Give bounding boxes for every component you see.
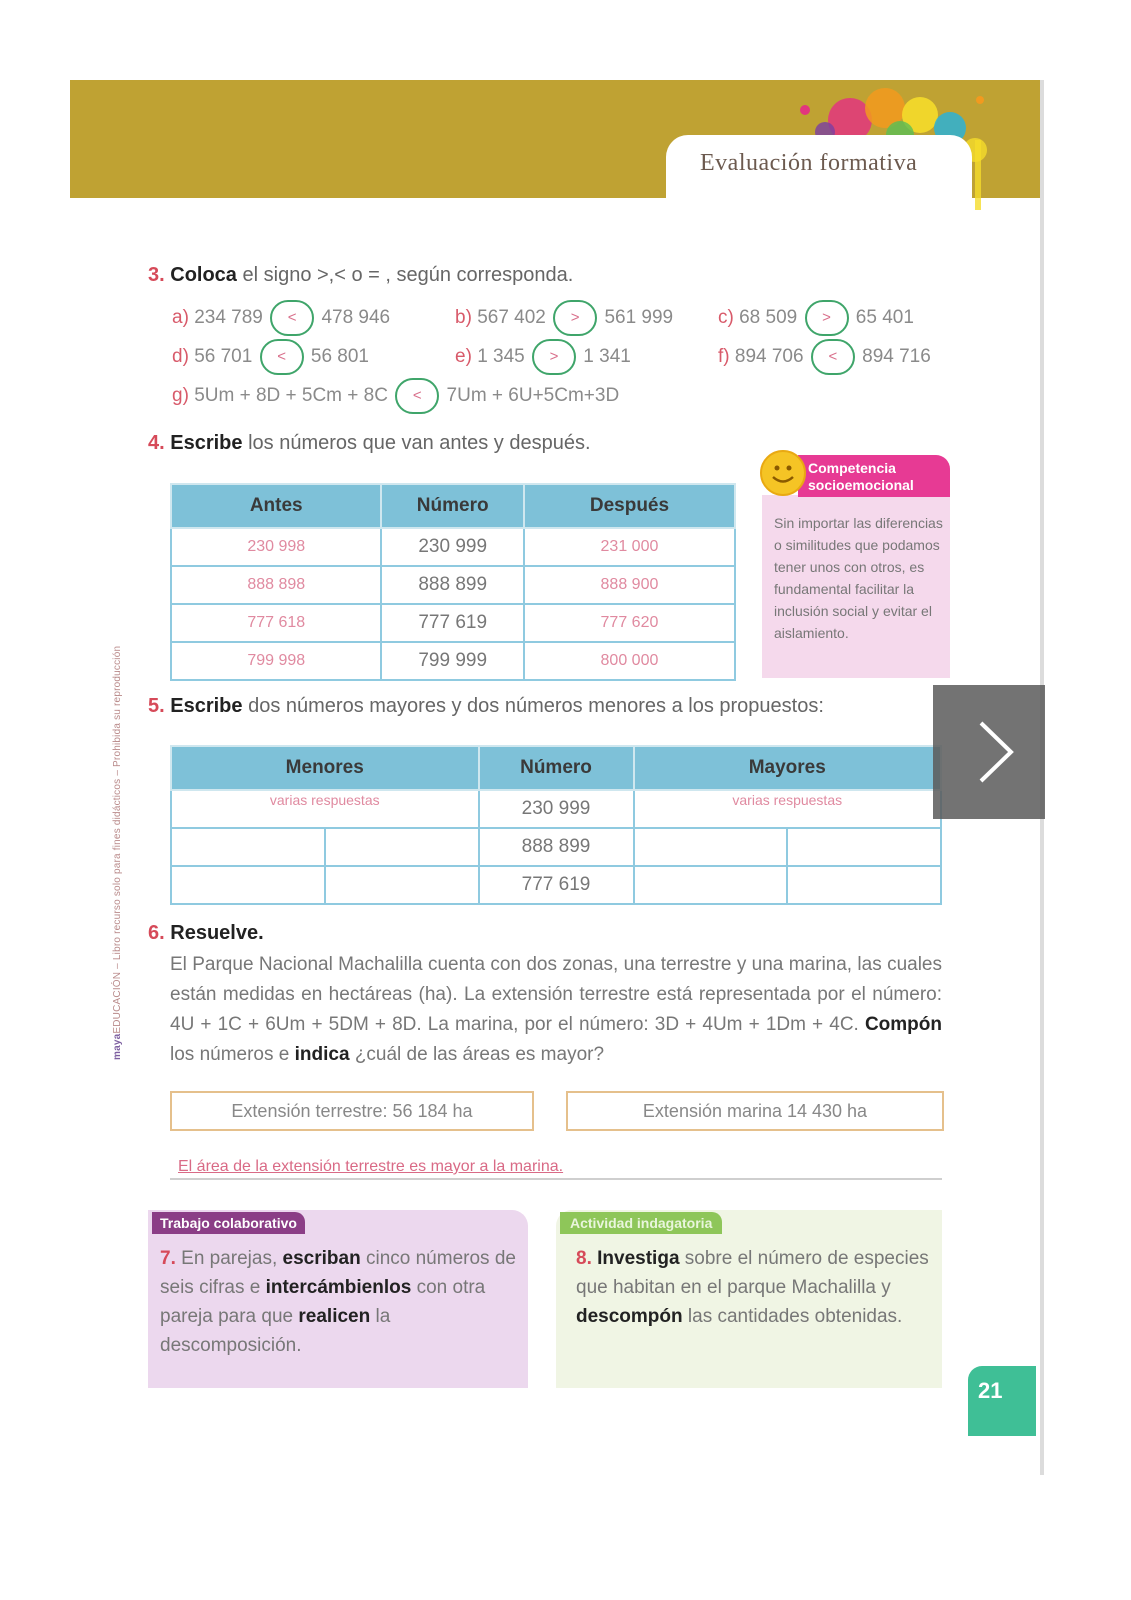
comparison-item-f	[718, 339, 931, 375]
table-row	[171, 528, 735, 566]
question-keyword: Escribe	[170, 695, 243, 717]
item-label: f)	[718, 346, 730, 368]
item-label: b)	[455, 307, 472, 329]
number-cell: 799 999	[381, 642, 523, 680]
answer-cell: 230 998	[171, 528, 381, 566]
answer-sign: >	[805, 300, 849, 336]
answer-cell: 888 898	[171, 566, 381, 604]
empty-cell	[171, 866, 325, 904]
competencia-title: Competencia socioemocional	[798, 455, 950, 497]
table-row	[171, 566, 735, 604]
question-8-text	[576, 1244, 930, 1331]
item-label: g)	[172, 385, 189, 407]
next-page-button[interactable]	[933, 685, 1045, 819]
empty-cell	[325, 866, 479, 904]
question-3-heading	[148, 264, 573, 287]
empty-cell	[634, 828, 788, 866]
answer-sign: <	[811, 339, 855, 375]
question-number: 8.	[576, 1248, 592, 1269]
comparison-item-d	[172, 339, 369, 375]
question-6-heading	[148, 922, 264, 945]
column-header-despues: Después	[524, 484, 735, 528]
comparison-item-a	[172, 300, 390, 336]
column-header-numero: Número	[381, 484, 523, 528]
item-label: c)	[718, 307, 734, 329]
empty-cell	[325, 828, 479, 866]
question-6-text	[170, 950, 942, 1070]
question-text: dos números mayores y dos números menores a los propuestos:	[248, 695, 824, 717]
keyword: intercámbienlos	[265, 1277, 412, 1298]
item-right-value: 65 401	[855, 307, 914, 329]
item-left-value: 5Um + 8D + 5Cm + 8C	[194, 385, 388, 407]
item-left-value: 567 402	[477, 307, 546, 329]
table-row	[171, 790, 941, 828]
answer-cell: 231 000	[524, 528, 735, 566]
answer-note: varias respuestas	[171, 790, 479, 828]
comparison-item-b	[455, 300, 673, 336]
column-header-menores: Menores	[171, 746, 479, 790]
item-left-value: 56 701	[194, 346, 253, 368]
keyword: Investiga	[597, 1248, 680, 1269]
item-right-value: 7Um + 6U+5Cm+3D	[446, 385, 620, 407]
competencia-text: Sin importar las diferencias o similitudes que podamos tener unos con otros, es fundamental facilitar la inclusión social y evitar el aislamiento.	[774, 515, 943, 641]
item-right-value: 478 946	[321, 307, 391, 329]
comparison-item-c	[718, 300, 914, 336]
answer-cell: 777 620	[524, 604, 735, 642]
question-number: 4.	[148, 432, 165, 454]
smiley-icon	[760, 450, 806, 496]
comparison-item-e	[455, 339, 631, 375]
answer-sign: >	[553, 300, 597, 336]
answer-sign: <	[270, 300, 314, 336]
answer-box-marina: Extensión marina 14 430 ha	[566, 1091, 944, 1131]
number-cell: 230 999	[479, 790, 634, 828]
item-label: d)	[172, 346, 189, 368]
item-left-value: 68 509	[739, 307, 798, 329]
keyword-compon: Compón	[864, 1014, 942, 1035]
brand-name: maya	[112, 1033, 123, 1060]
item-left-value: 234 789	[194, 307, 263, 329]
answer-cell: 799 998	[171, 642, 381, 680]
answer-sign: <	[260, 339, 304, 375]
table-row	[171, 828, 941, 866]
text: sobre el número de especies que habitan en el parque Machalilla y	[576, 1248, 929, 1298]
item-label: a)	[172, 307, 189, 329]
item-left-value: 1 345	[477, 346, 525, 368]
question-number: 3.	[148, 264, 165, 286]
keyword: escriban	[282, 1248, 361, 1269]
inquiry-tag: Actividad indagatoria	[560, 1212, 722, 1234]
before-after-table	[170, 483, 736, 681]
column-header-antes: Antes	[171, 484, 381, 528]
empty-cell	[634, 866, 788, 904]
question-number: 6.	[148, 922, 165, 944]
chevron-right-icon	[933, 685, 1045, 819]
answer-note: varias respuestas	[634, 790, 941, 828]
answer-text: El área de la extensión terrestre es mayor a la marina.	[178, 1158, 564, 1175]
text: cinco números de seis cifras e	[160, 1248, 516, 1298]
question-keyword: Escribe	[170, 432, 243, 454]
answer-cell: 800 000	[524, 642, 735, 680]
number-cell: 230 999	[381, 528, 523, 566]
side-copyright-label: EDUCACIÓN – Libro recurso solo para fines didácticos – Prohibida su reproducción	[112, 645, 123, 1034]
section-title: Evaluación formativa	[700, 150, 918, 176]
item-right-value: 56 801	[310, 346, 369, 368]
column-header-numero: Número	[479, 746, 634, 790]
answer-sign: >	[532, 339, 576, 375]
empty-cell	[171, 828, 325, 866]
text: En parejas,	[181, 1248, 278, 1269]
question-number: 5.	[148, 695, 165, 717]
item-left-value: 894 706	[734, 346, 804, 368]
keyword: descompón	[576, 1306, 683, 1327]
keyword: realicen	[298, 1306, 371, 1327]
text: la descomposición.	[160, 1306, 391, 1356]
answer-cell: 777 618	[171, 604, 381, 642]
question-keyword: Coloca	[170, 264, 237, 286]
question-number: 7.	[160, 1248, 176, 1269]
question-keyword: Resuelve.	[170, 922, 264, 944]
number-cell: 777 619	[479, 866, 634, 904]
question-text: los números que van antes y después.	[248, 432, 591, 454]
keyword-indica: indica	[294, 1044, 350, 1065]
collaborative-tag: Trabajo colaborativo	[152, 1212, 305, 1234]
text: las cantidades obtenidas.	[687, 1306, 903, 1327]
item-right-value: 561 999	[604, 307, 674, 329]
number-cell: 888 899	[479, 828, 634, 866]
item-right-value: 1 341	[583, 346, 631, 368]
column-header-mayores: Mayores	[634, 746, 941, 790]
question-4-heading	[148, 432, 591, 455]
page-number: 21	[968, 1366, 1036, 1436]
table-row	[171, 642, 735, 680]
number-cell: 888 899	[381, 566, 523, 604]
table-row	[171, 866, 941, 904]
text: con otra pareja para que	[160, 1277, 486, 1327]
number-cell: 777 619	[381, 604, 523, 642]
comparison-item-g	[172, 378, 619, 414]
problem-question: ¿cuál de las áreas es mayor?	[354, 1044, 605, 1065]
side-copyright-text	[112, 646, 123, 1060]
problem-text: los números e	[170, 1044, 290, 1065]
answer-cell: 888 900	[524, 566, 735, 604]
question-7-text	[160, 1244, 516, 1360]
greater-lesser-table	[170, 745, 942, 905]
answer-box-terrestre: Extensión terrestre: 56 184 ha	[170, 1091, 534, 1131]
problem-statement: El Parque Nacional Machalilla cuenta con dos zonas, una terrestre y una marina, las cuales están medidas en hectáreas (ha). La extensión terrestre está representada por el número: 4U + 1C + 6Um + 5DM + 8D. La marina, por el número: 3D + 4Um + 1Dm + 4C.	[170, 954, 942, 1035]
item-label: e)	[455, 346, 472, 368]
answer-sign: <	[395, 378, 439, 414]
question-5-heading	[148, 695, 824, 718]
empty-cell	[787, 828, 941, 866]
item-right-value: 894 716	[862, 346, 931, 368]
empty-cell	[787, 866, 941, 904]
answer-underline	[170, 1178, 942, 1180]
question-text: el signo >,< o = , según corresponda.	[242, 264, 574, 286]
table-row	[171, 604, 735, 642]
